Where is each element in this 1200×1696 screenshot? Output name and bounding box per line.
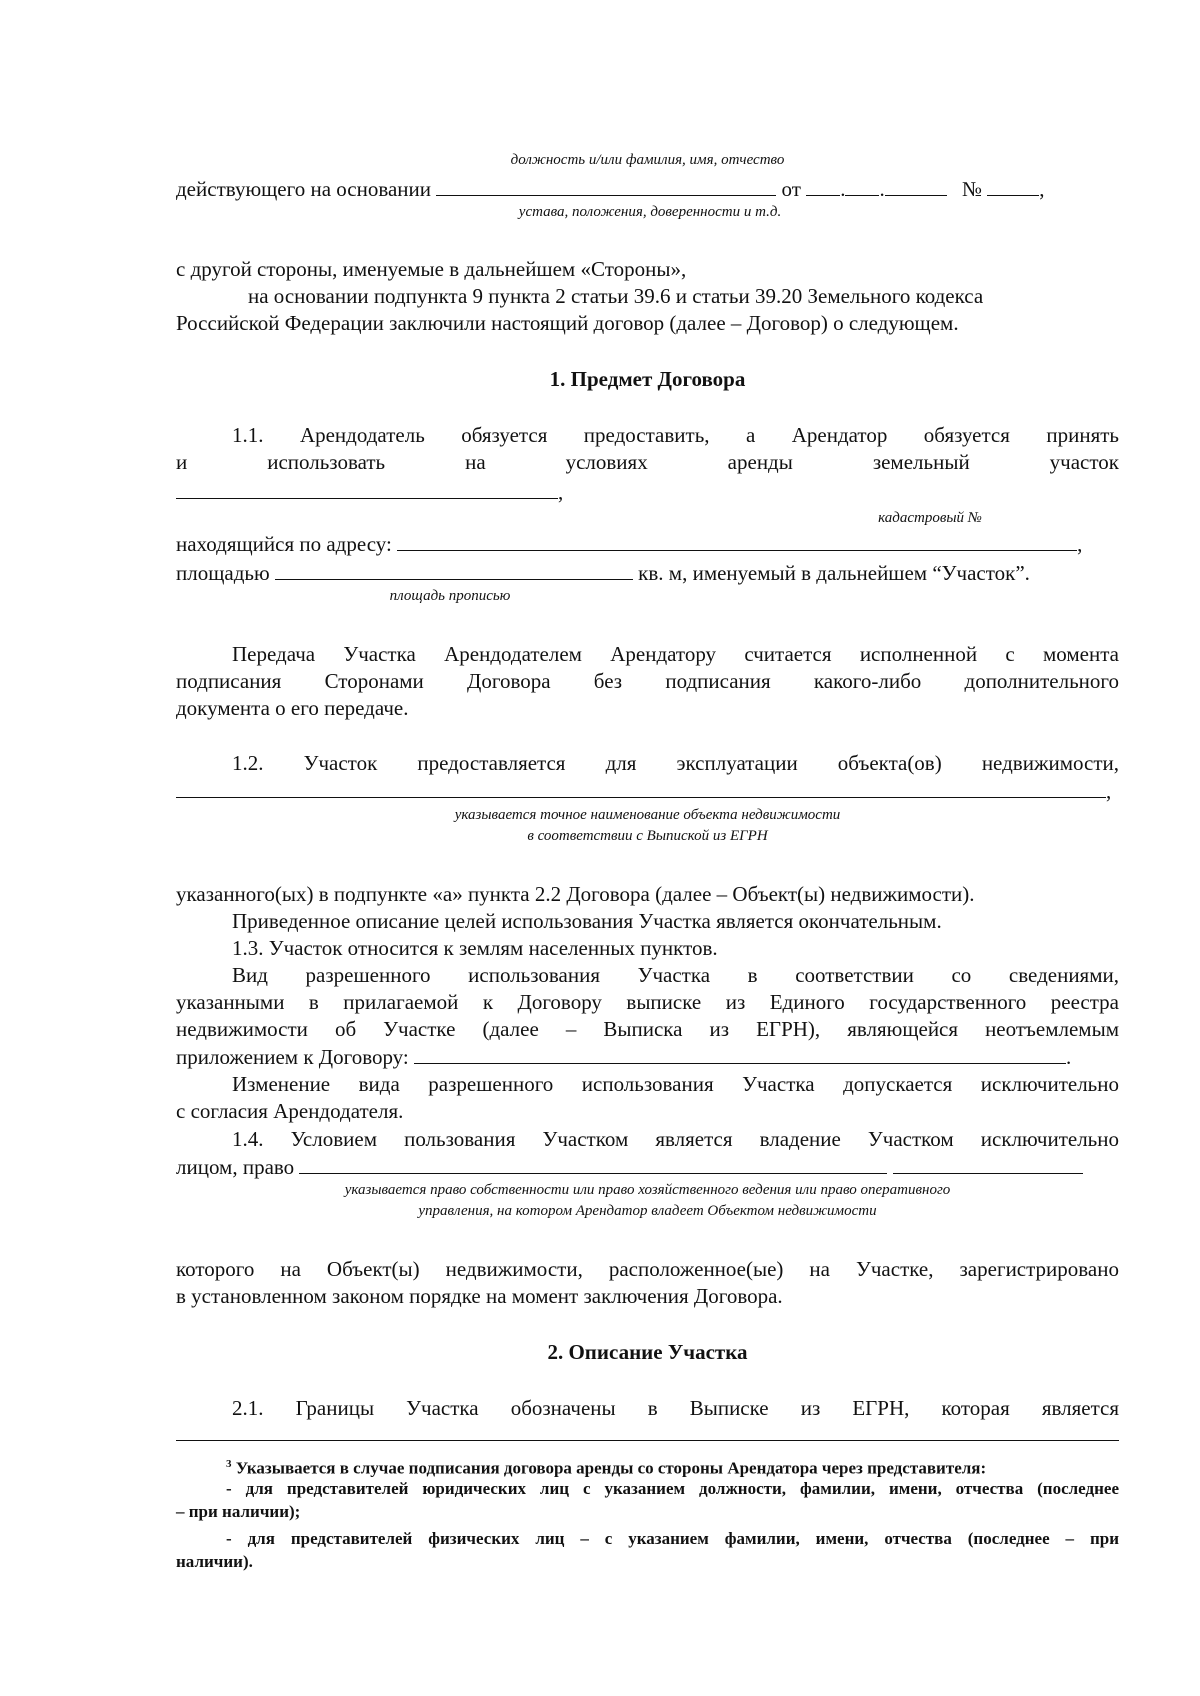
p11-word: участок xyxy=(1049,450,1119,474)
p13: 1.3. Участок относится к землям населенных пунктов. xyxy=(232,936,718,960)
object-name-blank[interactable] xyxy=(176,777,1106,798)
p14-line-2-label: лицом, право xyxy=(176,1155,295,1179)
area-unit-text: кв. м, именуемый в дальнейшем “Участок”. xyxy=(638,561,1030,585)
p12-line-3: указанного(ых) в подпункте «а» пункта 2.2 Договора (далее – Объект(ы) недвижимости). xyxy=(176,882,975,906)
p12-hint-2: в соответствии с Выпиской из ЕГРН xyxy=(527,828,768,844)
use-line-1: Вид разрешенного использования Участка в соответствии со сведениями, xyxy=(232,963,1119,987)
permitted-use-blank[interactable] xyxy=(414,1043,1066,1064)
use-line-4: приложением к Договору: . xyxy=(176,1045,1072,1069)
footnote-line-1-text: Указывается в случае подписания договора аренды со стороны Арендатора через представителя: xyxy=(235,1458,987,1478)
p11-word: и xyxy=(176,450,188,474)
area-label: площадью xyxy=(176,561,270,585)
acting-basis-line: действующего на основании от . . № , xyxy=(176,177,1045,201)
address-line: находящийся по адресу: , xyxy=(176,532,1083,556)
basis-blank[interactable] xyxy=(436,175,776,196)
basis-line-1: на основании подпункта 9 пункта 2 статьи 39.6 и статьи 39.20 Земельного кодекса xyxy=(248,284,984,308)
p14-line-2 xyxy=(176,1153,1119,1180)
registered-line-1: которого на Объект(ы) недвижимости, расположенное(ые) на Участке, зарегистрировано xyxy=(176,1257,1119,1281)
p11-line-1: 1.1. Арендодатель обязуется предоставить, а Арендатор обязуется принять xyxy=(232,423,1119,447)
p14-hint-1: указывается право собственности или право хозяйственного ведения или право оперативного xyxy=(344,1182,951,1198)
p21-line-1: 2.1. Границы Участка обозначены в Выписке из ЕГРН, которая является xyxy=(232,1396,1119,1420)
cadastral-blank[interactable] xyxy=(176,478,558,499)
p11-word: земельный xyxy=(872,450,970,474)
p11-word: на xyxy=(465,450,486,474)
change-line-2: с согласия Арендодателя. xyxy=(176,1099,404,1123)
footnote-line-5: наличии). xyxy=(176,1552,253,1571)
p11-word: аренды xyxy=(727,450,793,474)
transfer-line-2: подписания Сторонами Договора без подписания какого-либо дополнительного xyxy=(176,669,1119,693)
use-line-3: недвижимости об Участке (далее – Выписка из ЕГРН), являющейся неотъемлемым xyxy=(176,1017,1119,1041)
right-type-blank[interactable] xyxy=(299,1153,887,1174)
p12-line-1: 1.2. Участок предоставляется для эксплуатации объекта(ов) недвижимости, xyxy=(232,751,1119,775)
number-blank[interactable] xyxy=(987,175,1039,196)
change-line-1: Изменение вида разрешенного использования Участка допускается исключительно xyxy=(232,1072,1119,1096)
purpose-final: Приведенное описание целей использования Участка является окончательным. xyxy=(232,909,942,933)
use-line-2: указанными в прилагаемой к Договору выписке из Единого государственного реестра xyxy=(176,990,1119,1014)
basis-hint: устава, положения, доверенности и т.д. xyxy=(518,204,782,220)
other-side-line: с другой стороны, именуемые в дальнейшем «Стороны», xyxy=(176,257,687,281)
right-type-blank-2[interactable] xyxy=(893,1153,1083,1174)
area-blank[interactable] xyxy=(275,559,633,580)
number-sign: № xyxy=(961,177,982,201)
p12-hint-1: указывается точное наименование объекта недвижимости xyxy=(454,807,841,823)
p11-line-2 xyxy=(176,449,1119,475)
footnote-separator xyxy=(176,1440,1119,1441)
area-line xyxy=(176,559,1119,586)
date-month-blank[interactable] xyxy=(845,175,879,196)
date-day-blank[interactable] xyxy=(806,175,840,196)
cadastral-line: , xyxy=(176,478,1119,505)
address-label: находящийся по адресу: xyxy=(176,532,392,556)
p14-line-1: 1.4. Условием пользования Участком является владение Участком исключительно xyxy=(232,1127,1119,1151)
use-line-4-label: приложением к Договору: xyxy=(176,1045,409,1069)
area-hint: площадь прописью xyxy=(389,588,511,604)
footnote-line-2: - для представителей юридических лиц с указанием должности, фамилии, имени, отчества (последнее xyxy=(226,1479,1119,1498)
footnote-line-4: - для представителей физических лиц – с указанием фамилии, имени, отчества (последнее – при xyxy=(226,1529,1119,1548)
transfer-line-1: Передача Участка Арендодателем Арендатору считается исполненной с момента xyxy=(232,642,1119,666)
cadastral-hint: кадастровый № xyxy=(878,510,982,526)
date-year-blank[interactable] xyxy=(885,175,947,196)
section-2-heading: 2. Описание Участка xyxy=(547,1340,748,1364)
basis-line-2: Российской Федерации заключили настоящий договор (далее – Договор) о следующем. xyxy=(176,311,959,335)
footnote-line-1 xyxy=(176,1453,1119,1480)
p11-word: использовать xyxy=(267,450,386,474)
p12-object-line: , xyxy=(176,777,1119,804)
footnote-mark: 3 xyxy=(226,1458,232,1470)
p11-word: условиях xyxy=(565,450,648,474)
position-name-hint: должность и/или фамилия, имя, отчество xyxy=(510,152,785,168)
from-label: от xyxy=(781,177,801,201)
p14-hint-2: управления, на котором Арендатор владеет Объектом недвижимости xyxy=(418,1203,877,1219)
address-blank[interactable] xyxy=(397,530,1077,551)
registered-line-2: в установленном законом порядке на момент заключения Договора. xyxy=(176,1284,783,1308)
acting-label: действующего на основании xyxy=(176,177,432,201)
footnote-line-3: – при наличии); xyxy=(176,1502,301,1521)
transfer-line-3: документа о его передаче. xyxy=(176,696,409,720)
section-1-heading: 1. Предмет Договора xyxy=(549,367,746,391)
